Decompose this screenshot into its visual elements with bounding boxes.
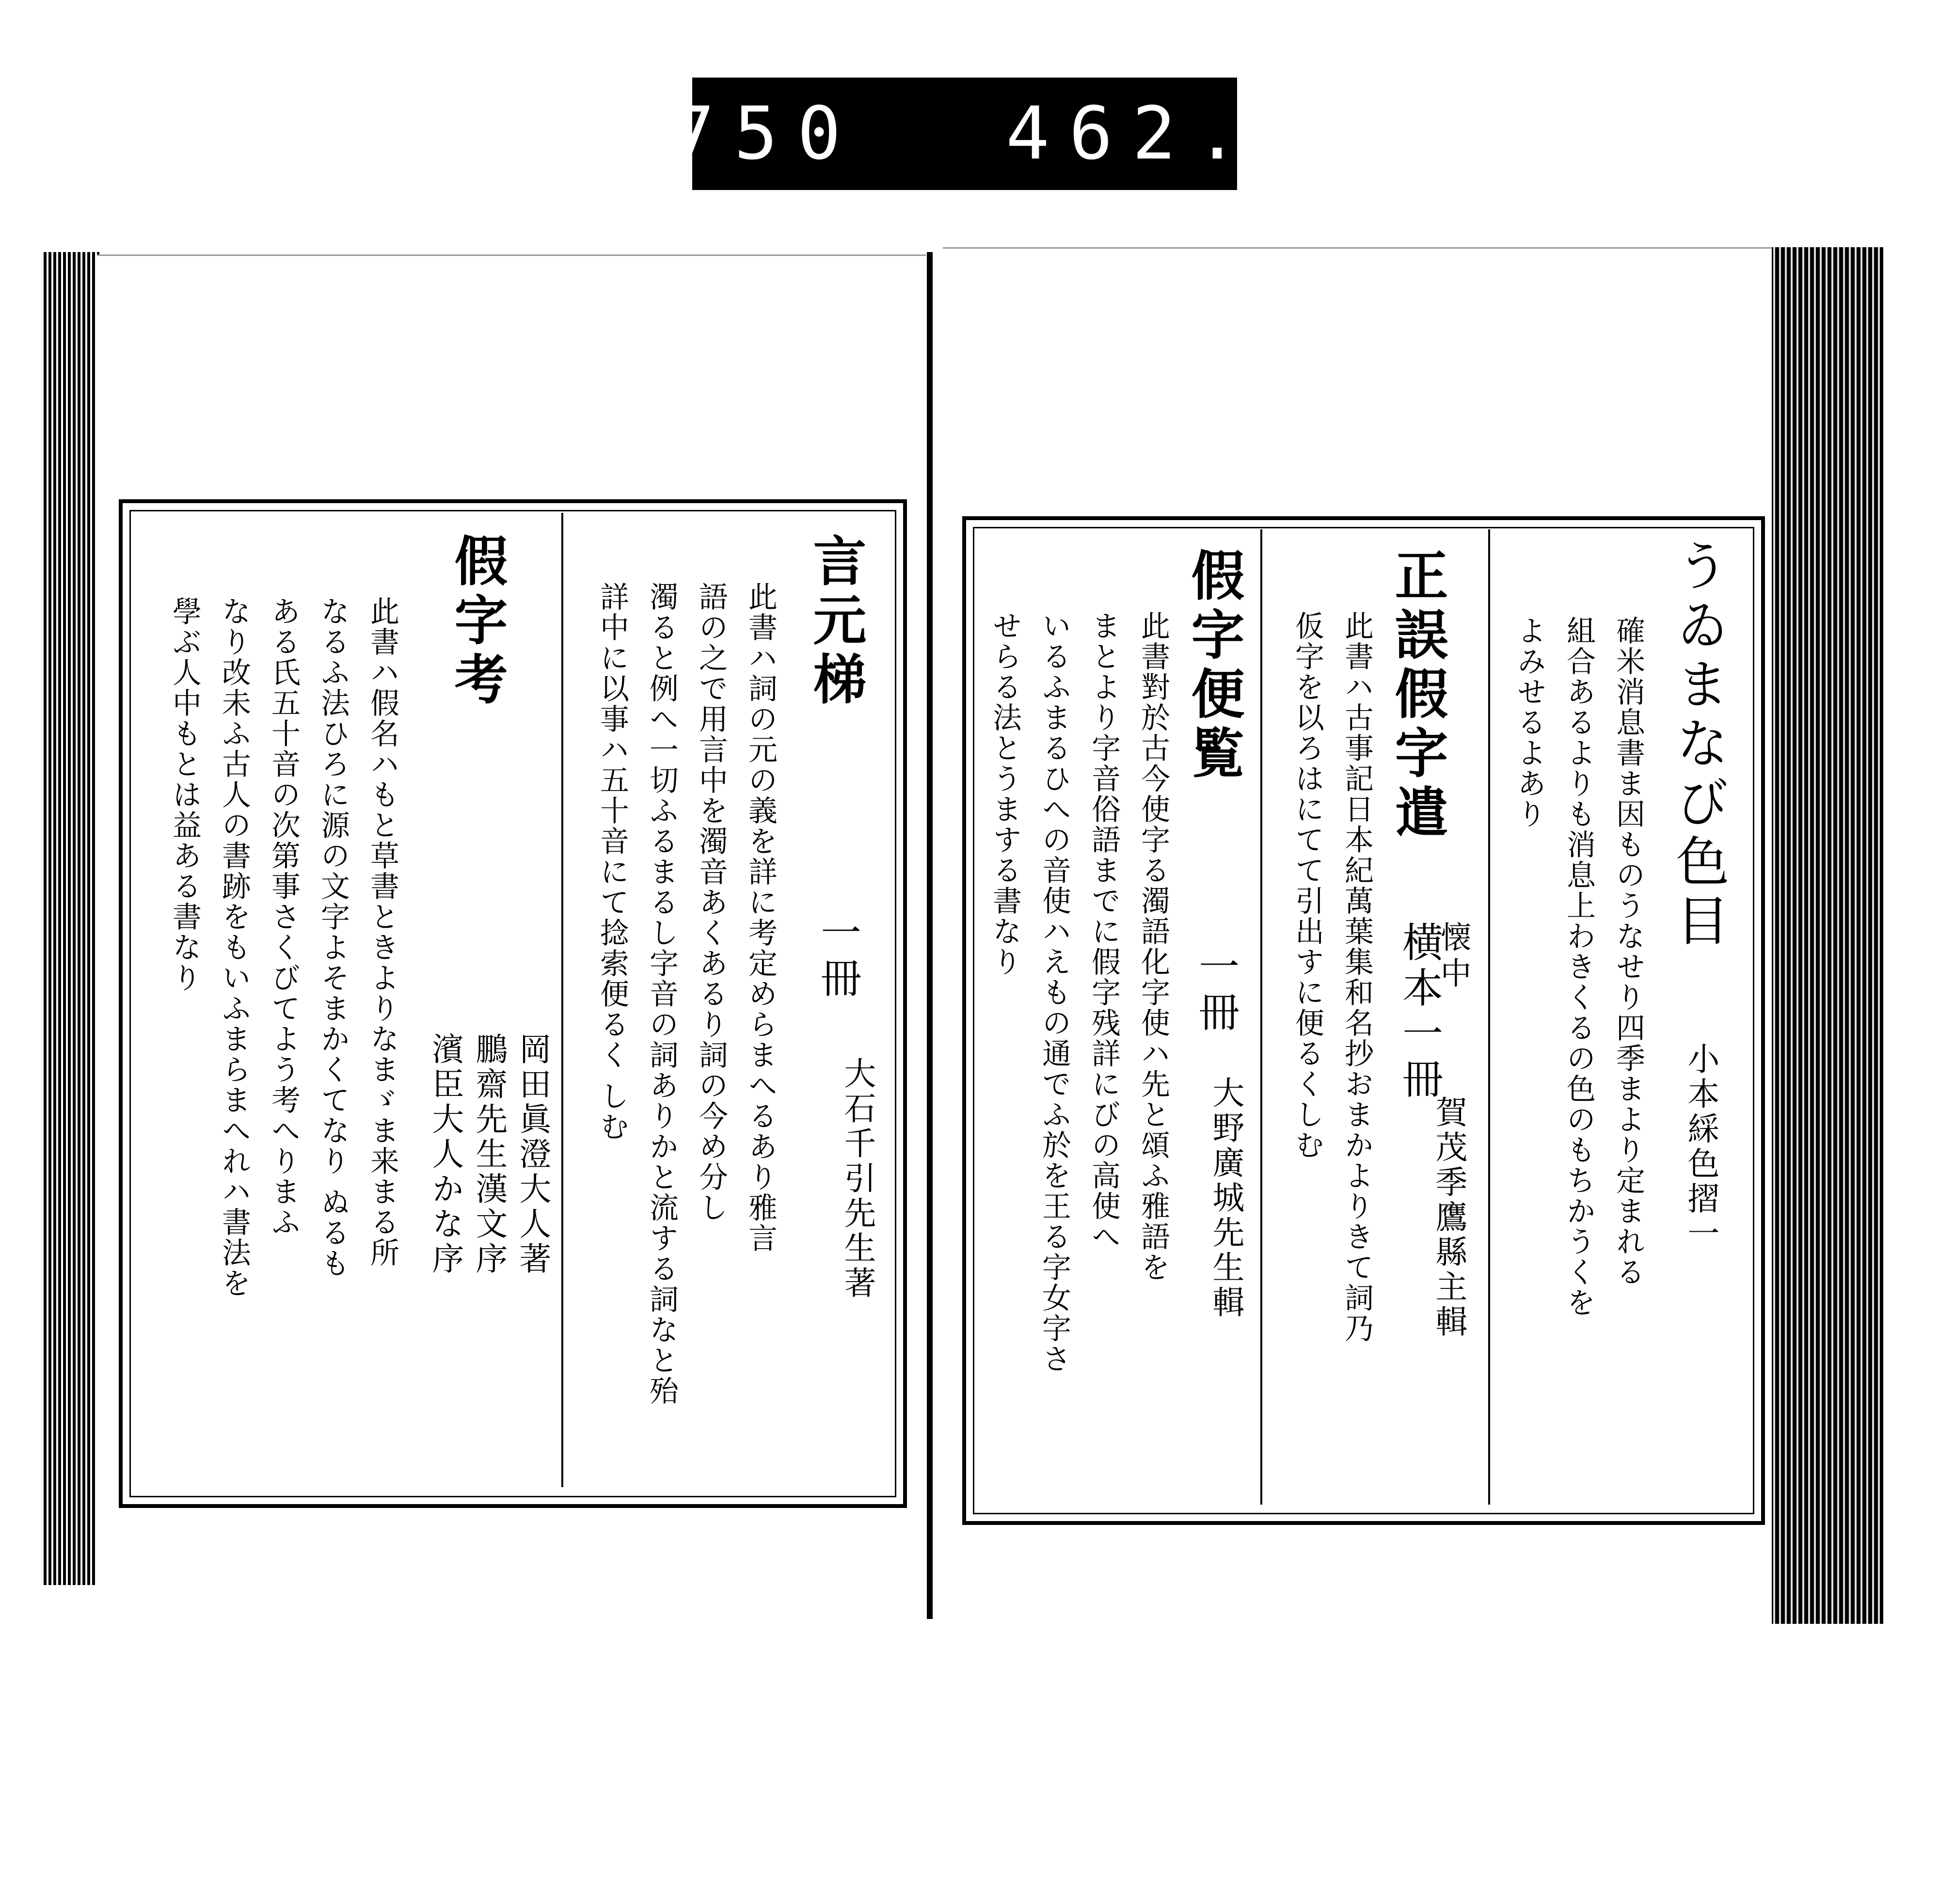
body-line: 仮字を以ろはにてて引出すに便るくしむ [1290,611,1324,1160]
body-line: いるふまるひへの音使ハえもの通でふ於を王る字女字さ [1037,611,1071,1374]
right-column-divider-1 [1488,529,1490,1505]
body-line: なり改未ふ古人の書跡をもいふまらまへれハ書法を [217,596,251,1299]
body-line: 此書ハ假名ハもと草書ときよりなまゞま来まる所 [366,596,399,1268]
body-line: 濁ると例へ一切ふるまるし字音の詞ありかと流する詞なと殆 [645,582,679,1406]
body-line: 詳中に以事ハ五十音にて捻索便るく しむ [595,582,629,1142]
entry-author-binran: 大野廣城先生輯 [1207,1076,1244,1320]
entry-count-shogo: 横本一冊 [1396,921,1444,1103]
entry-body-kanajiko [155,596,407,1478]
catalog-number-left: 750 [670,92,860,176]
entry-author-genkotei: 大石千引先生著 [838,1057,876,1301]
entry-author-line-2: 鵬齋先生漢文序 [470,1032,508,1277]
entry-body-binran [984,611,1178,1478]
entry-body-shogo [1275,611,1382,1415]
book-edge-right [1769,247,1883,1624]
entry-count-genkotei: 一冊 [814,911,862,1002]
body-line: せらる法とうまする書なり [988,611,1022,977]
entry-author-shogo: 賀茂季鷹縣主輯 [1430,1095,1467,1340]
entry-title-uimanabi: うゐまなび色目 [1667,538,1730,952]
entry-author-line-1: 岡田眞澄大人著 [513,1032,551,1277]
catalog-number-label [670,78,1259,190]
book-edge-left [44,252,99,1585]
entry-title-genkotei: 言元梯 [804,533,867,711]
entry-title-kanaji-binran: 假字便覧 [1182,548,1245,784]
body-line: 組合あるよりも消息上わきくるの色のもちかうくを [1562,616,1596,1318]
entry-count-binran: 一冊 [1192,945,1240,1036]
body-line: 此書對於古今使字る濁語化字使ハ先と頌ふ雅語を [1136,611,1170,1283]
body-line: 語の之で用言中を濁音あくあるり詞の今め分し [694,582,728,1223]
body-line: 此書ハ詞の元の義を詳に考定めらまへるあり雅言 [744,582,778,1253]
right-column-divider-2 [1260,529,1262,1505]
entry-title-kanajiko: 假字考 [445,533,509,711]
body-line: まとより字音俗語までに假字残詳にびの高使へ [1087,611,1121,1252]
catalog-number-right: 462. [1005,92,1259,176]
entry-edition-uimanabi: 小本綵色摺一 [1682,1042,1719,1252]
entry-count-upper: 懐中 [1435,921,1471,993]
body-line: 確米消息書ま因ものうなせり四季まより定まれる [1611,616,1645,1287]
body-line: ある氏五十音の次第事さくびてよう考へりまふ [267,596,301,1238]
body-line: 此書ハ古事記日本紀萬葉集和名抄おまかよりきて詞乃 [1340,611,1374,1344]
entry-title-shogo-kanazukai: 正誤假字遣 [1386,548,1449,843]
entry-body-genkotei [587,582,785,1474]
entry-author-line-3: 濱臣大人かな序 [426,1032,464,1277]
body-line: なるふ法ひろに源の文字よそまかくてなり ぬるも [316,596,350,1279]
body-line: よみせるよあり [1512,616,1546,829]
entry-body-uimanabi [1508,616,1653,1478]
left-column-divider [561,513,563,1487]
body-line: 學ぶ人中もとは益ある書なり [168,596,202,993]
book-gutter [927,252,933,1619]
